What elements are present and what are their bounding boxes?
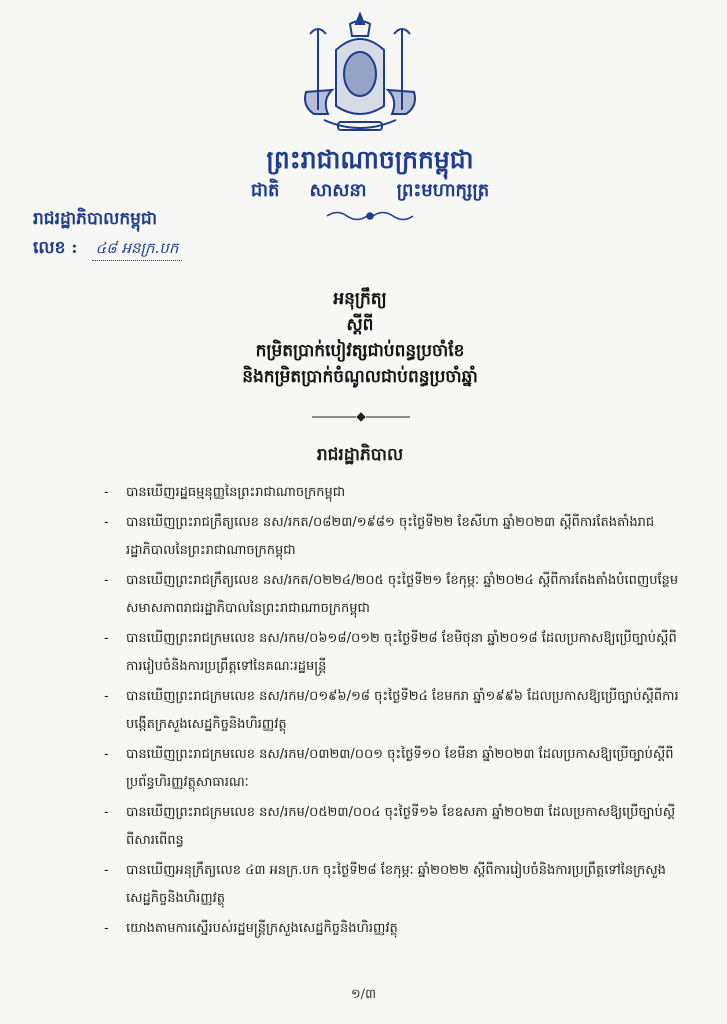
list-item-text: បានឃើញរដ្ឋធម្មនុញ្ញនៃព្រះរាជាណាចក្រកម្ពុជា — [126, 485, 346, 500]
bullet-dash: - — [104, 631, 109, 646]
list-item-text: បានឃើញអនុក្រឹត្យលេខ ៤៣ អនក្រ.បក ចុះថ្ងៃទី២៨ ខែកុម្ភៈ ឆ្នាំ២០២២ ស្ដីពីការរៀបចំនិងការប្រព្រឹត្តទៅនៃក្រសួងសេដ្ឋកិច្ចនិងហិរញ្ញវត្ថុ — [126, 863, 666, 906]
list-item-text: បានឃើញព្រះរាជក្រមលេខ នស/រកម/០៥២៣/០០៤ ចុះថ្ងៃទី១៦ ខែឧសភា ឆ្នាំ២០២៣ ដែលប្រកាសឱ្យប្រើច្បាប់ស្ដីពីសារពើពន្ធ — [126, 805, 676, 848]
bullet-dash: - — [104, 747, 109, 762]
issuer-name: រាជរដ្ឋាភិបាលកម្ពុជា — [33, 209, 158, 229]
list-item-text: បានឃើញព្រះរាជក្រមលេខ នស/រកម/០១៩៦/១៨ ចុះថ្ងៃទី២៤ ខែមករា ឆ្នាំ១៩៩៦ ដែលប្រកាសឱ្យប្រើច្បាប់ស្ដីពីការបង្កើតក្រសួងសេដ្ឋកិច្ចនិងហិរញ្ញវត្ថុ — [126, 689, 679, 732]
subject-line-2: និងកម្រិតប្រាក់ចំណូលជាប់ពន្ធប្រចាំឆ្នាំ — [242, 367, 478, 387]
list-item — [100, 857, 690, 913]
bullet-dash: - — [104, 863, 109, 878]
national-motto — [220, 178, 520, 204]
document-title — [120, 286, 600, 390]
list-item — [100, 741, 690, 797]
motto-religion: សាសនា — [309, 180, 367, 201]
bullet-dash: - — [104, 485, 109, 500]
ornament-divider-icon — [325, 209, 415, 223]
bullet-dash: - — [104, 805, 109, 820]
subject-line-1: កម្រិតប្រាក់បៀវត្សជាប់ពន្ធប្រចាំខែ — [255, 341, 465, 361]
bullet-dash: - — [104, 515, 109, 530]
kingdom-title: ព្រះរាជាណាចក្រកម្ពុជា — [266, 145, 474, 174]
reference-label: លេខ : — [33, 238, 78, 258]
title-divider-icon — [310, 412, 412, 422]
list-item-text: បានឃើញព្រះរាជក្រមលេខ នស/រកម/០៣២៣/០០១ ចុះថ្ងៃទី១០ ខែមីនា ឆ្នាំ២០២៣ ដែលប្រកាសឱ្យប្រើច្បាប់ស្ដីពីប្រព័ន្ធហិរញ្ញវត្ថុសាធារណៈ — [126, 747, 674, 790]
list-item-text: បានឃើញព្រះរាជក្រឹត្យលេខ នស/រកត/០២២៤/២០៥ ចុះថ្ងៃទី២១ ខែកុម្ភៈ ឆ្នាំ២០២៤ ស្ដីពីការតែងតាំងបំពេញបន្ថែមសមាសភាពរាជរដ្ឋាភិបាលនៃព្រះរាជាណាចក្រកម្ពុជា — [126, 573, 679, 616]
motto-king: ព្រះមហាក្សត្រ — [396, 180, 490, 201]
motto-nation: ជាតិ — [250, 180, 280, 201]
reference-number: ៤៨ អនក្រ.បក — [92, 236, 183, 261]
list-item — [100, 479, 690, 507]
document-type: អនុក្រឹត្យ — [333, 289, 387, 309]
list-item — [100, 567, 690, 623]
royal-arms-emblem-icon — [298, 10, 422, 140]
list-item — [100, 915, 690, 943]
list-item — [100, 625, 690, 681]
list-item-text: យោងតាមការស្នើរបស់រដ្ឋមន្ត្រីក្រសួងសេដ្ឋកិច្ចនិងហិរញ្ញវត្ថុ — [126, 921, 398, 936]
considerations-list — [100, 479, 690, 945]
section-heading: រាជរដ្ឋាភិបាល — [316, 445, 404, 465]
bullet-dash: - — [104, 689, 109, 704]
list-item — [100, 509, 690, 565]
reference-line — [33, 236, 182, 261]
title-about: ស្ដីពី — [346, 315, 374, 335]
list-item — [100, 799, 690, 855]
list-item-text: បានឃើញព្រះរាជក្រឹត្យលេខ នស/រកត/០៨២៣/១៩៨១ ចុះថ្ងៃទី២២ ខែសីហា ឆ្នាំ២០២៣ ស្ដីពីការតែងតាំងរាជរដ្ឋាភិបាលនៃព្រះរាជាណាចក្រកម្ពុជា — [126, 515, 655, 558]
list-item — [100, 683, 690, 739]
bullet-dash: - — [104, 573, 109, 588]
list-item-text: បានឃើញព្រះរាជក្រមលេខ នស/រកម/០៦១៨/០១២ ចុះថ្ងៃទី២៨ ខែមិថុនា ឆ្នាំ២០១៨ ដែលប្រកាសឱ្យប្រើច្បាប់ស្ដីពីការរៀបចំនិងការប្រព្រឹត្តទៅនៃគណៈរដ្ឋមន្ត្រី — [126, 631, 677, 674]
bullet-dash: - — [104, 921, 109, 936]
page-number: ១/៣ — [350, 987, 377, 1002]
